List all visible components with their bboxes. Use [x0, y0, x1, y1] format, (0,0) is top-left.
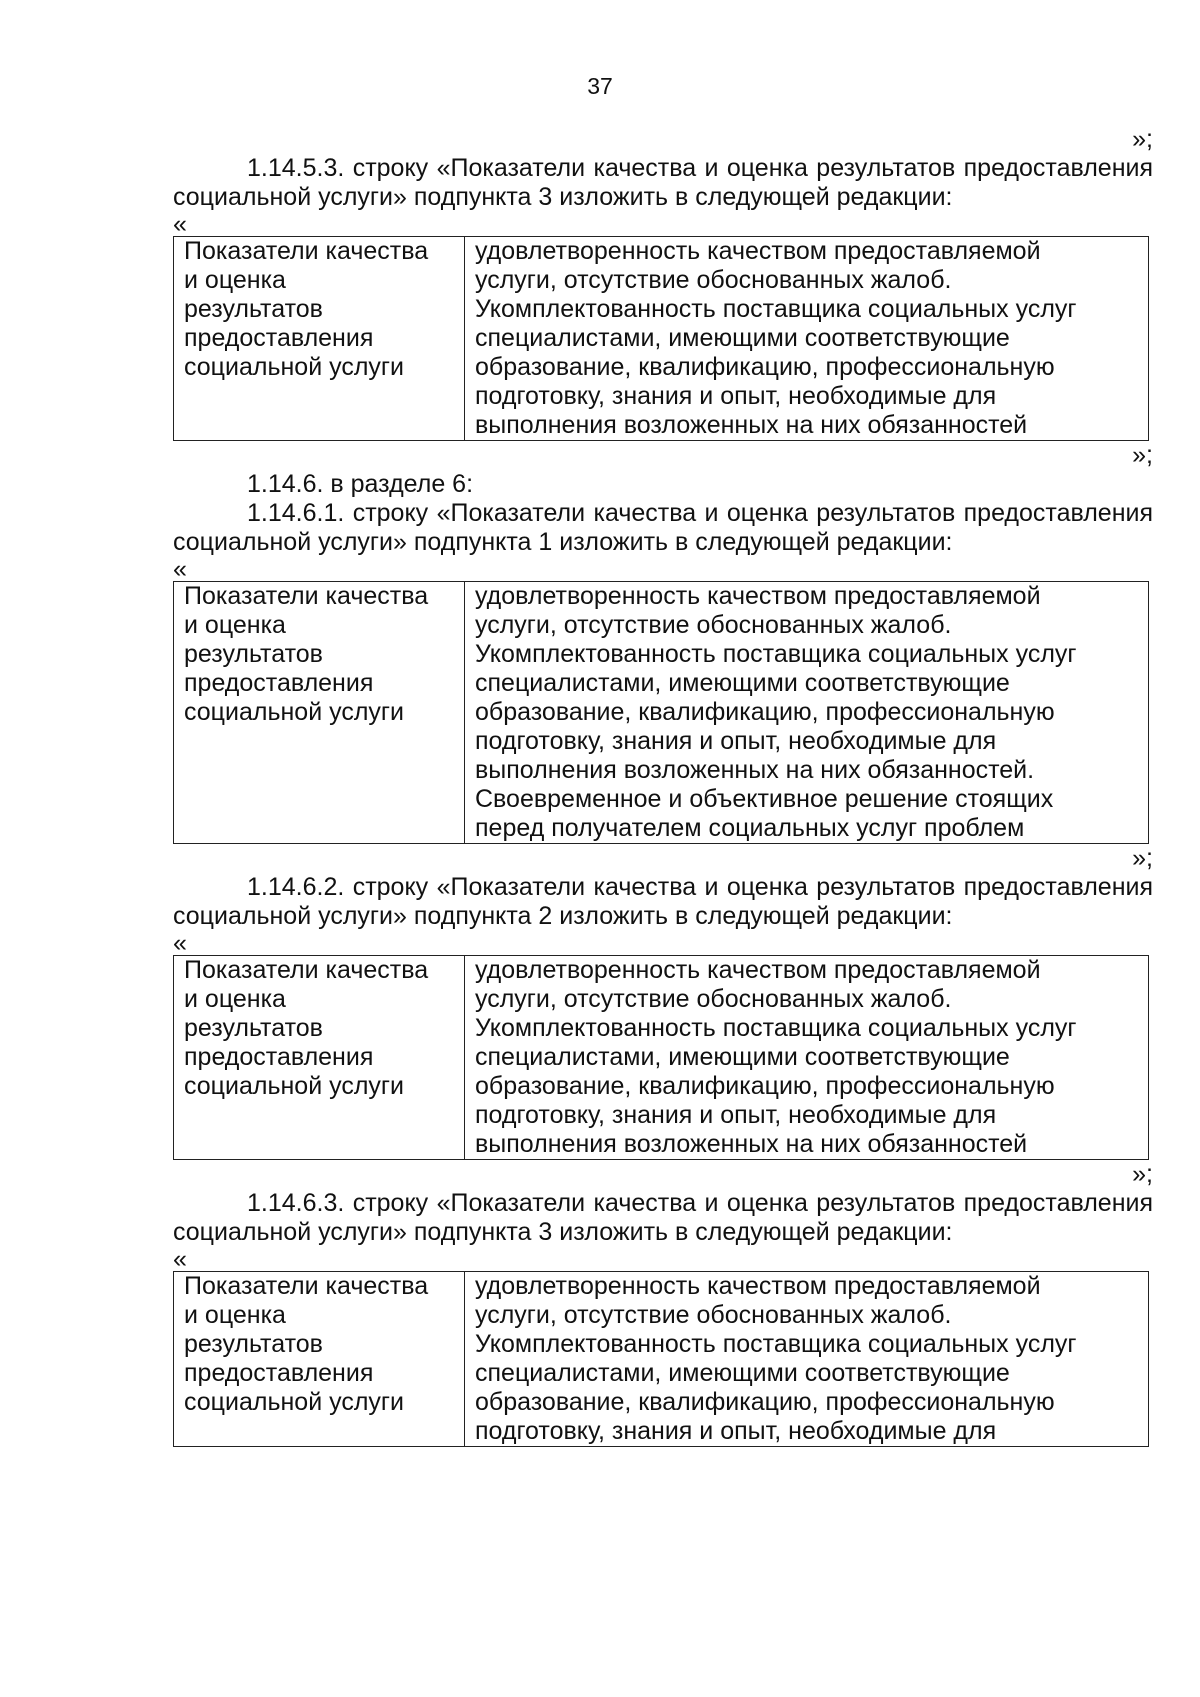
indicator-value-cell: удовлетворенность качеством предоставляемой услуги, отсутствие обоснованных жалоб. Укомплектованность поставщика социальных услуг специалистами, имеющими соответствующие образование, квалификацию, профессиональную подготовку, знания и опыт, необходимые для выполнения возложенных на них обязанностей. Своевременное и объективное решение стоящих перед получателем социальных услуг проблем	[465, 582, 1149, 844]
amendment-heading: 1.14.6.1. строку «Показатели качества и оценка результатов предоставления социальной услуги» подпункта 1 изложить в следующей редакции:	[173, 499, 1153, 556]
table-row	[174, 582, 1149, 844]
closing-quote: »;	[1132, 844, 1153, 872]
opening-quote: «	[173, 1245, 187, 1273]
closing-quote: »;	[1132, 441, 1153, 469]
document-body	[173, 125, 1153, 1447]
indicator-value-cell: удовлетворенность качеством предоставляемой услуги, отсутствие обоснованных жалоб. Укомплектованность поставщика социальных услуг специалистами, имеющими соответствующие образование, квалификацию, профессиональную подготовку, знания и опыт, необходимые для выполнения возложенных на них обязанностей	[465, 237, 1149, 441]
quality-indicators-table	[173, 581, 1149, 844]
opening-quote: «	[173, 555, 187, 583]
section-heading: 1.14.6. в разделе 6:	[247, 470, 474, 498]
table-row	[174, 956, 1149, 1160]
amendment-heading: 1.14.5.3. строку «Показатели качества и оценка результатов предоставления социальной услуги» подпункта 3 изложить в следующей редакции:	[173, 154, 1153, 211]
opening-quote: «	[173, 210, 187, 238]
closing-quote: »;	[1132, 125, 1153, 153]
quality-indicators-table	[173, 955, 1149, 1160]
indicator-label-cell: Показатели качества и оценка результатов предоставления социальной услуги	[174, 582, 465, 844]
indicator-value-cell: удовлетворенность качеством предоставляемой услуги, отсутствие обоснованных жалоб. Укомплектованность поставщика социальных услуг специалистами, имеющими соответствующие образование, квалификацию, профессиональную подготовку, знания и опыт, необходимые для	[465, 1272, 1149, 1447]
closing-quote: »;	[1132, 1160, 1153, 1188]
opening-quote: «	[173, 929, 187, 957]
quality-indicators-table	[173, 1271, 1149, 1447]
indicator-label-cell: Показатели качества и оценка результатов предоставления социальной услуги	[174, 956, 465, 1160]
amendment-heading: 1.14.6.2. строку «Показатели качества и оценка результатов предоставления социальной услуги» подпункта 2 изложить в следующей редакции:	[173, 873, 1153, 930]
indicator-value-cell: удовлетворенность качеством предоставляемой услуги, отсутствие обоснованных жалоб. Укомплектованность поставщика социальных услуг специалистами, имеющими соответствующие образование, квалификацию, профессиональную подготовку, знания и опыт, необходимые для выполнения возложенных на них обязанностей	[465, 956, 1149, 1160]
table-row	[174, 237, 1149, 441]
page-number: 37	[587, 73, 613, 99]
quality-indicators-table	[173, 236, 1149, 441]
indicator-label-cell: Показатели качества и оценка результатов предоставления социальной услуги	[174, 1272, 465, 1447]
indicator-label-cell: Показатели качества и оценка результатов предоставления социальной услуги	[174, 237, 465, 441]
amendment-heading: 1.14.6.3. строку «Показатели качества и оценка результатов предоставления социальной услуги» подпункта 3 изложить в следующей редакции:	[173, 1189, 1153, 1246]
table-row	[174, 1272, 1149, 1447]
